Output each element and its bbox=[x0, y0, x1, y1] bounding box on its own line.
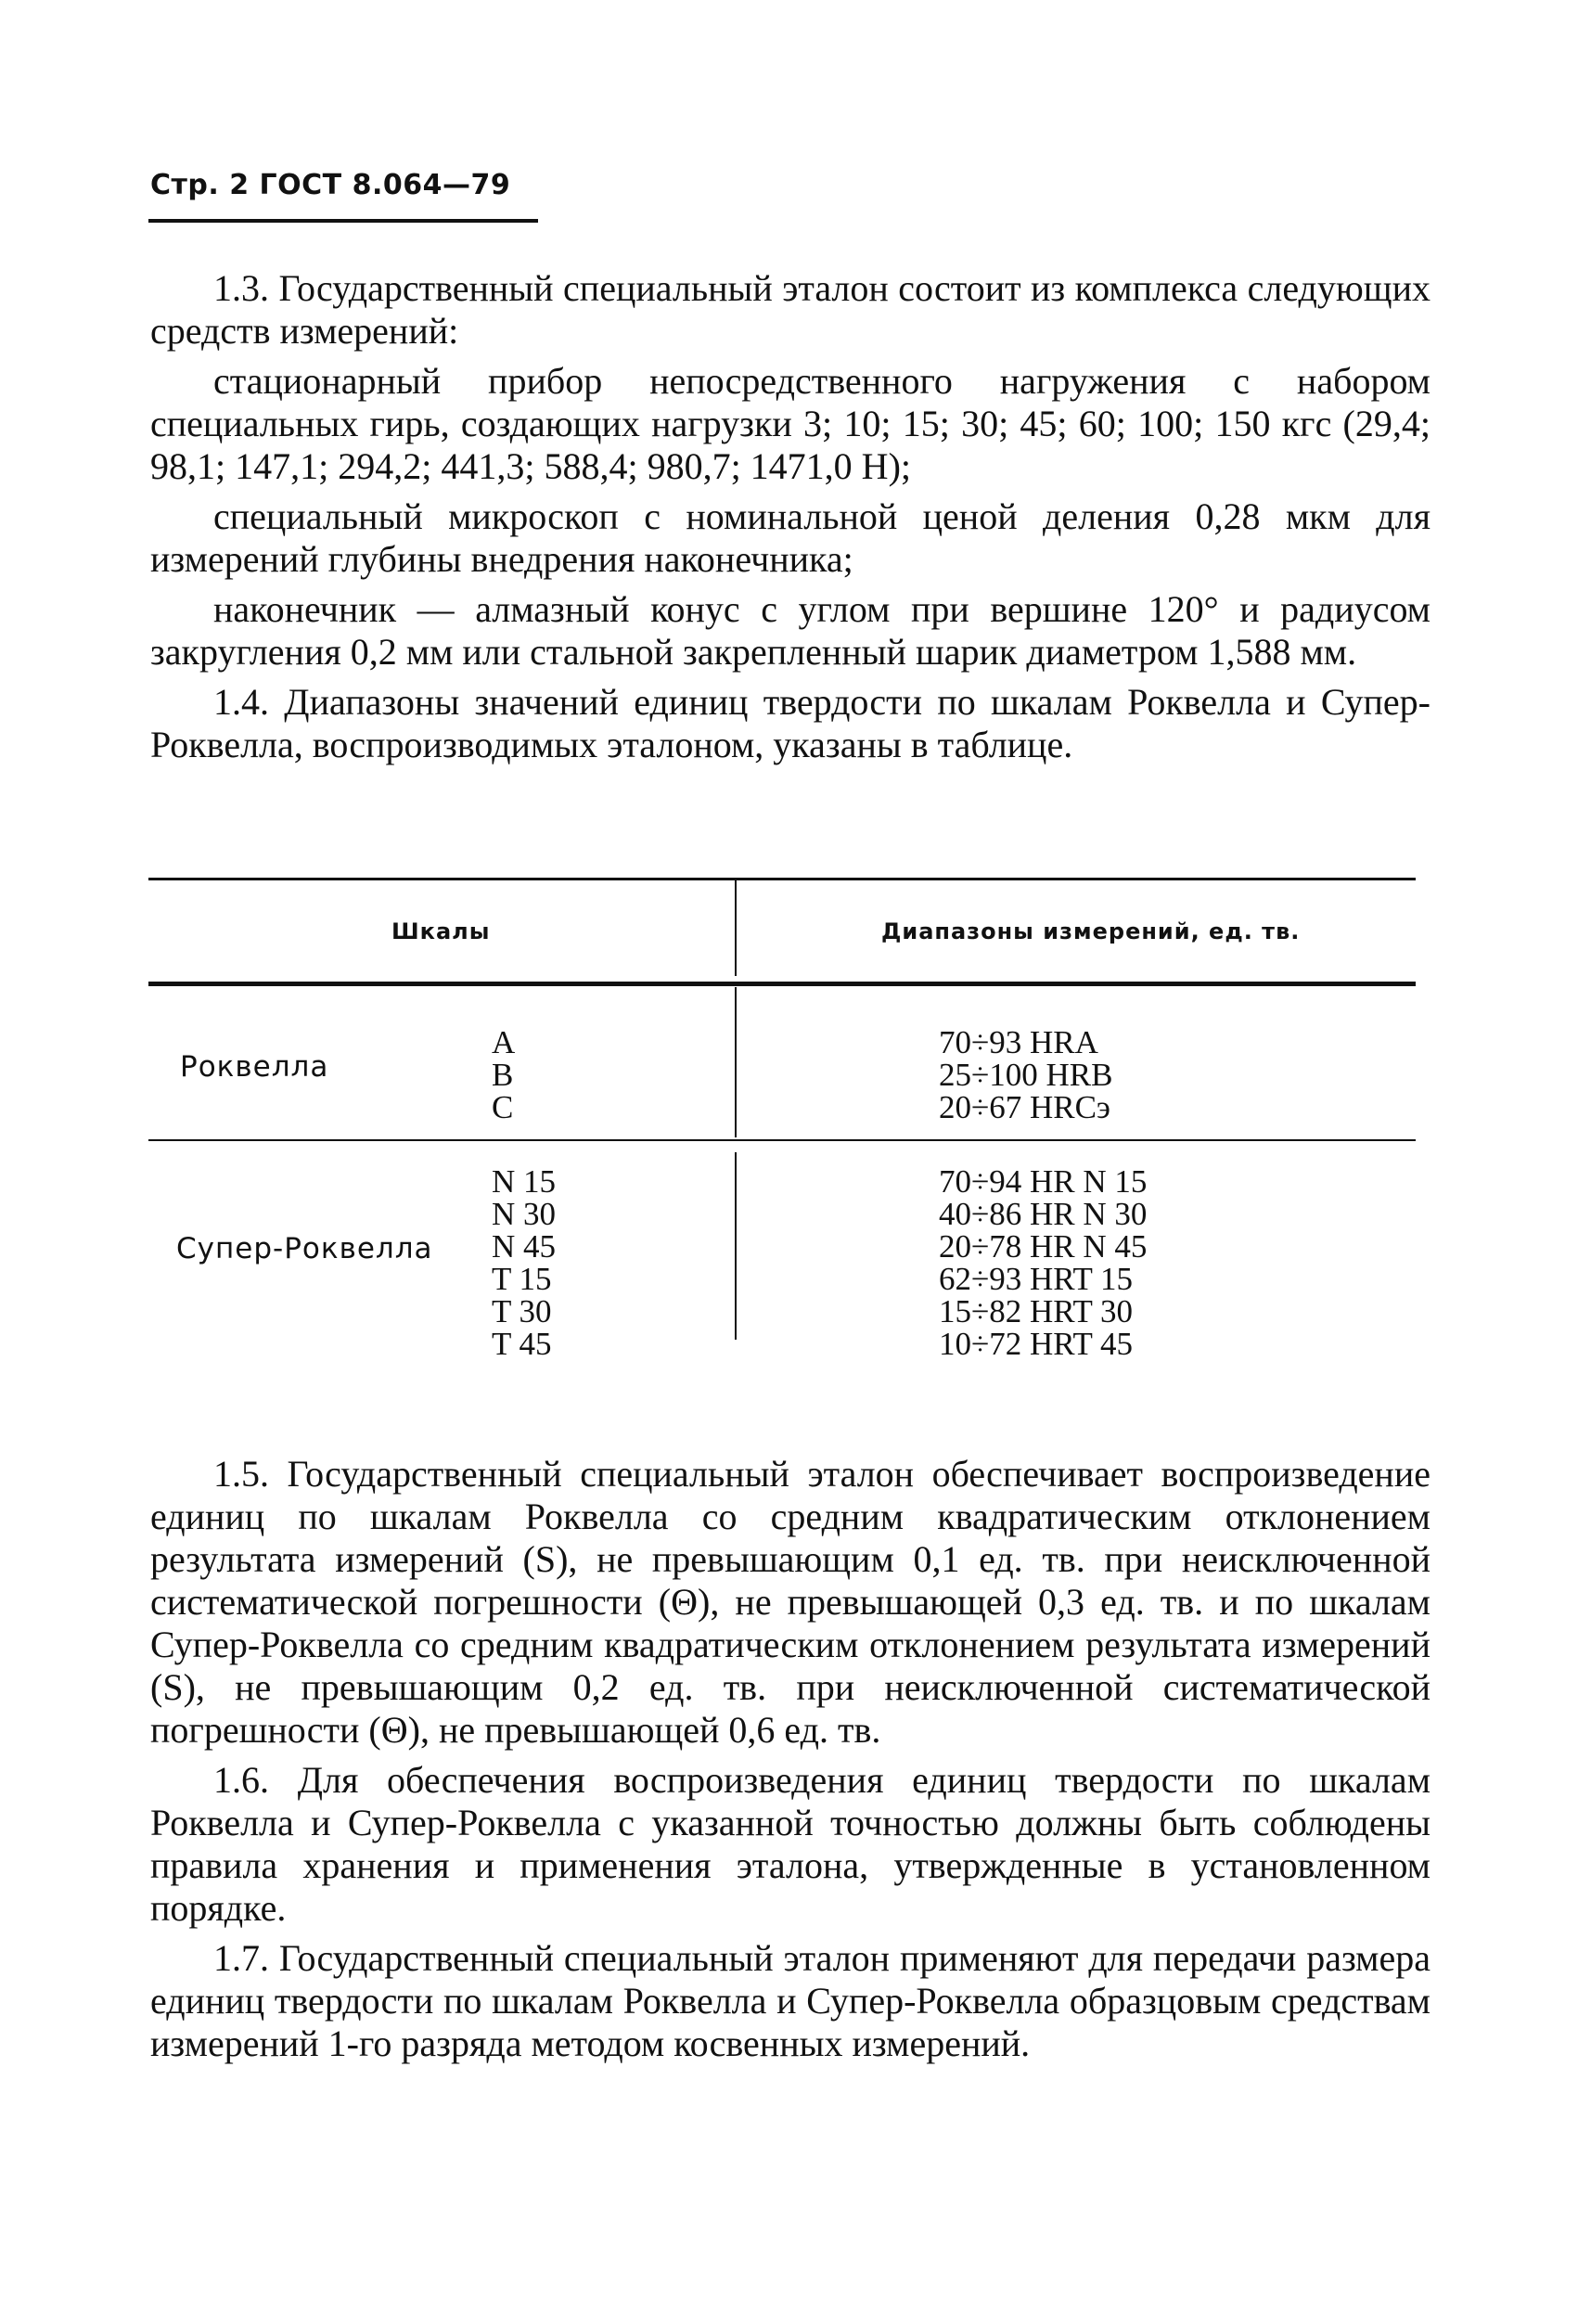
table-group-rule bbox=[148, 1139, 1416, 1141]
paragraph-1-3: 1.3. Государственный специальный эталон состоит из комплекса следующих средств измерений: bbox=[150, 267, 1430, 352]
range-cell: 20÷67 HRCэ bbox=[939, 1089, 1110, 1125]
table-header-rule bbox=[148, 982, 1416, 986]
top-text-block bbox=[150, 267, 1430, 774]
header-rule bbox=[148, 219, 538, 223]
scale-cell: N 45 bbox=[492, 1228, 557, 1265]
paragraph-1-4: 1.4. Диапазоны значений единиц твердости по шкалам Роквелла и Супер-Роквелла, воспроизводимых эталоном, указаны в таблице. bbox=[150, 681, 1430, 765]
range-cell: 70÷94 HR N 15 bbox=[939, 1163, 1148, 1200]
group-name-super-rockwell: Супер-Роквелла bbox=[176, 1232, 433, 1265]
paragraph-1-5: 1.5. Государственный специальный эталон обеспечивает воспроизведение единиц по шкалам Роквелла со средним квадратическим отклонением результата измерений (S), не превышающим 0,1 ед. тв. при неисключенной систематической погрешности (Θ), не превышающей 0,3 ед. тв. и по шкалам Супер-Роквелла со средним квадратическим отклонением результата измерений (S), не превышающим 0,2 ед. тв. при неисключенной систематической погрешности (Θ), не превышающей 0,6 ед. тв. bbox=[150, 1453, 1430, 1751]
range-cell: 25÷100 HRB bbox=[939, 1057, 1113, 1093]
range-cell: 70÷93 HRA bbox=[939, 1024, 1098, 1060]
scales-rockwell bbox=[492, 1026, 515, 1123]
paragraph-instrument: стационарный прибор непосредственного нагружения с набором специальных гирь, создающих нагрузки 3; 10; 15; 30; 45; 60; 100; 150 кгс (29,4; 98,1; 147,1; 294,2; 441,3; 588,4; 980,7; 1471,0 Н); bbox=[150, 360, 1430, 487]
range-cell: 62÷93 HRT 15 bbox=[939, 1261, 1133, 1297]
paragraph-microscope: специальный микроскоп с номинальной ценой деления 0,28 мкм для измерений глубины внедрения наконечника; bbox=[150, 495, 1430, 580]
table-header-scales: Шкалы bbox=[391, 918, 491, 944]
range-cell: 40÷86 HR N 30 bbox=[939, 1196, 1148, 1232]
paragraph-1-6: 1.6. Для обеспечения воспроизведения единиц твердости по шкалам Роквелла и Супер-Роквелла с указанной точностью должны быть соблюдены правила хранения и применения эталона, утвержденные в установленном порядке. bbox=[150, 1759, 1430, 1929]
range-cell: 20÷78 HR N 45 bbox=[939, 1228, 1148, 1265]
table-header-ranges: Диапазоны измерений, ед. тв. bbox=[881, 918, 1301, 944]
scale-cell: A bbox=[492, 1024, 516, 1060]
ranges-super-rockwell bbox=[939, 1165, 1147, 1360]
paragraph-1-7: 1.7. Государственный специальный эталон применяют для передачи размера единиц твердости по шкалам Роквелла и Супер-Роквелла образцовым средствам измерений 1-го разряда методом косвенных измерений. bbox=[150, 1937, 1430, 2064]
bottom-text-block bbox=[150, 1453, 1430, 2073]
table-divider-rockwell bbox=[735, 987, 737, 1137]
table-header-divider bbox=[735, 878, 737, 976]
scale-cell: T 45 bbox=[492, 1326, 552, 1362]
table-top-rule bbox=[148, 878, 1416, 880]
ranges-rockwell bbox=[939, 1026, 1112, 1123]
scale-cell: N 15 bbox=[492, 1163, 557, 1200]
scale-cell: C bbox=[492, 1089, 514, 1125]
range-cell: 15÷82 HRT 30 bbox=[939, 1293, 1133, 1329]
scale-cell: N 30 bbox=[492, 1196, 557, 1232]
paragraph-indenter: наконечник — алмазный конус с углом при вершине 120° и радиусом закругления 0,2 мм или стальной закрепленный шарик диаметром 1,588 мм. bbox=[150, 588, 1430, 673]
scales-super-rockwell bbox=[492, 1165, 556, 1360]
group-name-rockwell: Роквелла bbox=[180, 1050, 329, 1084]
scale-cell: B bbox=[492, 1057, 514, 1093]
range-cell: 10÷72 HRT 45 bbox=[939, 1326, 1133, 1362]
table-divider-super-rockwell bbox=[735, 1152, 737, 1340]
scale-cell: T 30 bbox=[492, 1293, 552, 1329]
scale-cell: T 15 bbox=[492, 1261, 552, 1297]
page-header: Стр. 2 ГОСТ 8.064—79 bbox=[150, 169, 511, 201]
